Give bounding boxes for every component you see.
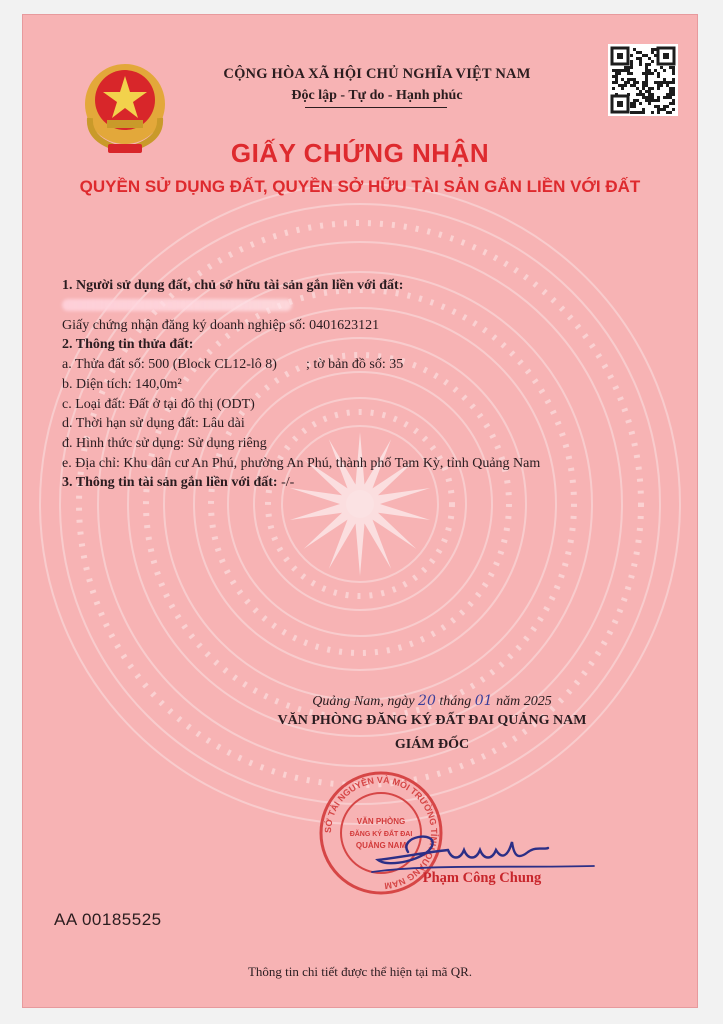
section-1-heading: 1. Người sử dụng đất, chủ sở hữu tài sản gắn liền với đất: bbox=[62, 278, 404, 293]
section-2-heading: 2. Thông tin thửa đất: bbox=[62, 337, 194, 352]
address-line: e. Địa chỉ: Khu dân cư An Phú, phường An Phú, thành phố Tam Kỳ, tỉnh Quảng Nam bbox=[62, 456, 541, 471]
stamp-ring-text: SỞ TÀI NGUYÊN VÀ MÔI TRƯỜNG TỈNH QUẢNG NAM bbox=[322, 774, 440, 891]
map-sheet-value: 35 bbox=[389, 357, 404, 372]
usage-form-line: đ. Hình thức sử dụng: Sử dụng riêng bbox=[62, 436, 267, 451]
issue-place: Quảng Nam, ngày bbox=[312, 694, 415, 709]
parcel-number-line bbox=[62, 357, 403, 373]
business-reg-number: 0401623121 bbox=[309, 318, 380, 333]
issue-date bbox=[282, 693, 582, 710]
business-registration bbox=[62, 318, 379, 334]
stamp-center-line-2: ĐĂNG KÝ ĐẤT ĐAI bbox=[349, 831, 413, 838]
issuing-office: VĂN PHÒNG ĐĂNG KÝ ĐẤT ĐAI QUẢNG NAM bbox=[277, 713, 587, 728]
business-reg-label: Giấy chứng nhận đăng ký doanh nghiệp số: bbox=[62, 318, 306, 333]
owner-name-redacted bbox=[62, 299, 292, 316]
usage-term-line: d. Thời hạn sử dụng đất: Lâu dài bbox=[62, 416, 245, 431]
certificate-sheet bbox=[22, 14, 698, 1008]
land-type-line: c. Loại đất: Đất ở tại đô thị (ODT) bbox=[62, 397, 255, 412]
certificate-title: GIẤY CHỨNG NHẬN bbox=[230, 138, 490, 168]
parcel-label: a. Thửa đất số: bbox=[62, 357, 145, 372]
stamp-center-line-1: VĂN PHÒNG bbox=[356, 817, 406, 826]
month-label: tháng bbox=[439, 694, 472, 709]
signer-name: Phạm Công Chung bbox=[422, 870, 542, 886]
issue-year: năm 2025 bbox=[496, 694, 552, 709]
area-line: b. Diện tích: 140,0m² bbox=[62, 377, 182, 392]
footer-note: Thông tin chi tiết được thể hiện tại mã QR. bbox=[247, 964, 473, 979]
national-motto: Độc lập - Tự do - Hạnh phúc bbox=[291, 88, 463, 103]
issue-month: 01 bbox=[474, 693, 493, 709]
section-3-line bbox=[62, 475, 294, 491]
issue-day: 20 bbox=[418, 693, 436, 709]
section-3-heading: 3. Thông tin tài sản gắn liền với đất: bbox=[62, 475, 278, 490]
serial-number: AA 00185525 bbox=[54, 910, 162, 929]
nation-name: CỘNG HÒA XÃ HỘI CHỦ NGHĨA VIỆT NAM bbox=[223, 66, 531, 82]
certificate-subtitle: QUYỀN SỬ DỤNG ĐẤT, QUYỀN SỞ HỮU TÀI SẢN GẮN LIỀN VỚI ĐẤT bbox=[79, 177, 641, 196]
signer-title: GIÁM ĐỐC bbox=[394, 737, 470, 752]
map-sheet-label: ; tờ bản đồ số: bbox=[305, 357, 386, 372]
section-3-value: -/- bbox=[281, 475, 295, 490]
stamp-center-line-3: QUẢNG NAM bbox=[355, 841, 407, 850]
parcel-value: 500 (Block CL12-lô 8) bbox=[148, 357, 277, 372]
qr-code-icon[interactable] bbox=[608, 44, 678, 116]
motto-underline bbox=[305, 107, 447, 108]
